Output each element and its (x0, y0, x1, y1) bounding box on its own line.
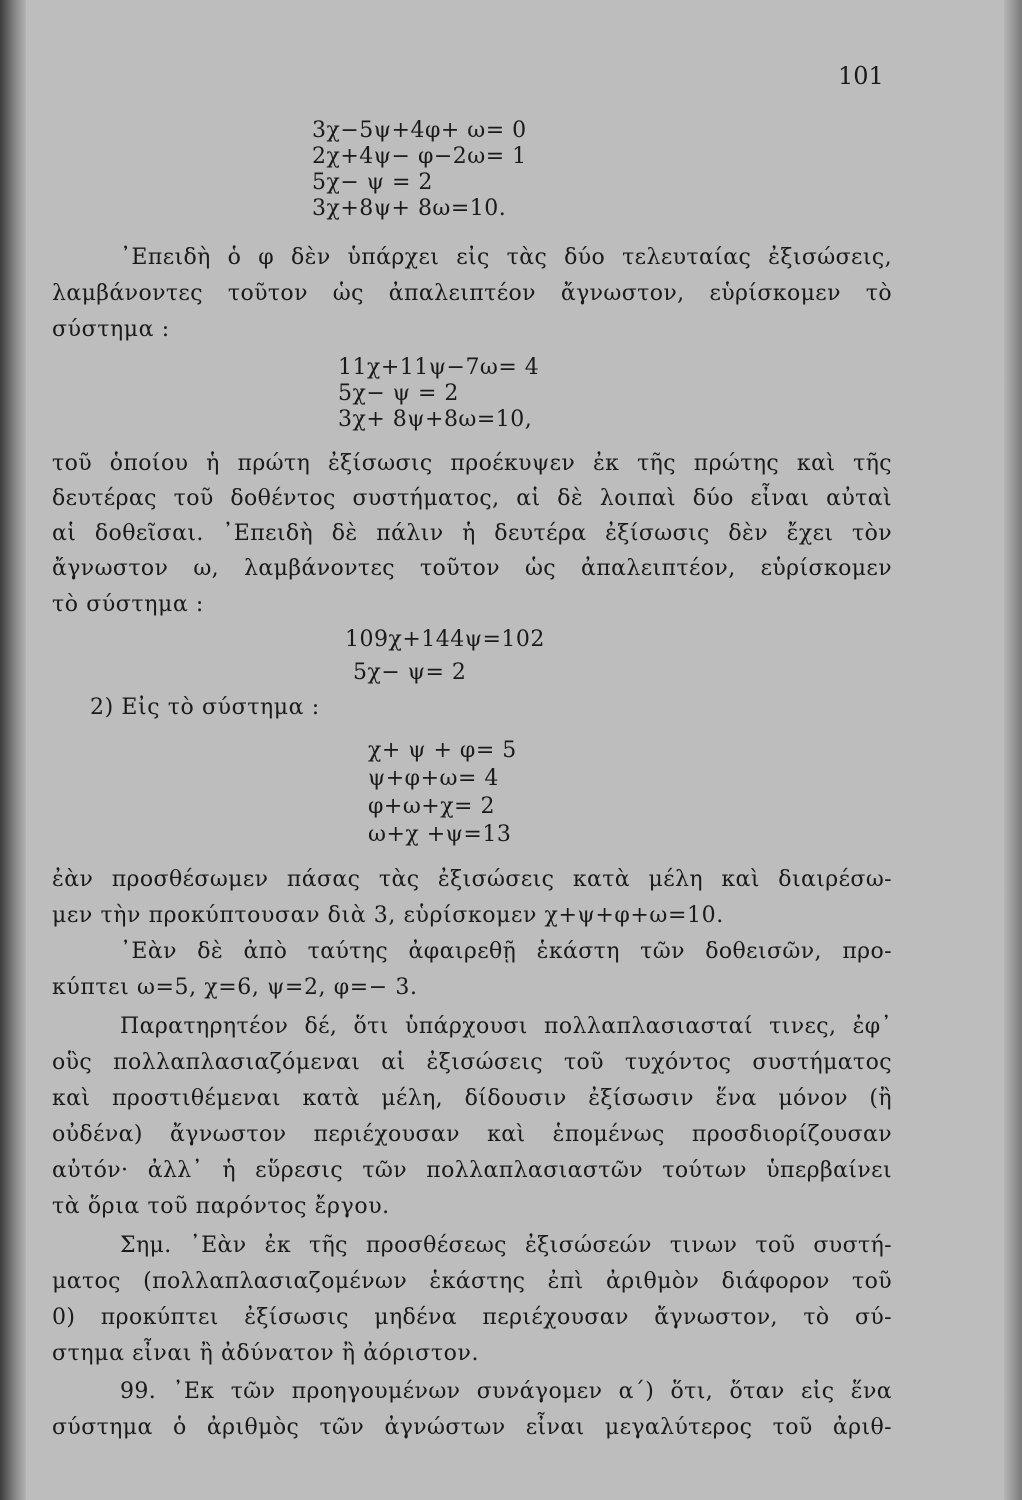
text-line: τὸ σύστημα : (52, 592, 204, 617)
text-line: λαμβάνοντες τοῦτον ὡς ἀπαλειπτέον ἄγνωστον, εὑρίσκομεν τὸ (52, 281, 892, 306)
text-line: Σημ. ᾿Εὰν ἐκ τῆς προσθέσεως ἐξισώσεών τινων τοῦ συστή- (120, 1233, 892, 1258)
text-line: τὰ ὅρια τοῦ παρόντος ἔργου. (52, 1194, 390, 1219)
page-edge-shadow (1004, 0, 1022, 1500)
equation: 3χ−5ψ+4φ+ ω= 0 (312, 118, 527, 143)
text-line: ματος (πολλαπλασιαζομένων ἑκάστης ἐπὶ ἀριθμὸν διάφορον τοῦ (52, 1269, 892, 1294)
text-line: οὐδένα) ἄγνωστον περιέχουσαν καὶ ἑπομένως προσδιορίζουσαν (52, 1122, 892, 1147)
page-number: 101 (838, 62, 884, 90)
text-line: στημα εἶναι ἢ ἀδύνατον ἢ ἀόριστον. (52, 1341, 480, 1366)
text-line: 99. ᾿Εκ τῶν προηγουμένων συνάγομεν α΄) ὅτι, ὅταν εἰς ἕνα (120, 1379, 892, 1404)
equation: 3χ+8ψ+ 8ω=10. (312, 196, 507, 221)
text-line: μεν τὴν προκύπτουσαν διὰ 3, εὑρίσκομεν χ+ψ+φ+ω=10. (52, 903, 724, 928)
text-line: ᾿Εὰν δὲ ἀπὸ ταύτης ἀφαιρεθῇ ἑκάστη τῶν δοθεισῶν, προ- (120, 939, 892, 964)
equation: ψ+φ+ω= 4 (368, 766, 499, 791)
text-line: αἱ δοθεῖσαι. ᾿Επειδὴ δὲ πάλιν ἡ δευτέρα ἐξίσωσις δὲν ἔχει τὸν (52, 521, 892, 546)
text-line: τοῦ ὁποίου ἡ πρώτη ἐξίσωσις προέκυψεν ἐκ τῆς πρώτης καὶ τῆς (52, 451, 892, 476)
text-line: σύστημα : (52, 317, 170, 342)
equation: φ+ω+χ= 2 (368, 794, 495, 819)
equation: 2χ+4ψ− φ−2ω= 1 (312, 144, 527, 169)
text-line: Παρατηρητέον δέ, ὅτι ὑπάρχουσι πολλαπλασιασταί τινες, ἐφ᾿ (120, 1014, 892, 1039)
text-line: σύστημα ὁ ἀριθμὸς τῶν ἀγνώστων εἶναι μεγαλύτερος τοῦ ἀριθ- (52, 1415, 892, 1440)
text-line: ἐὰν προσθέσωμεν πάσας τὰς ἐξισώσεις κατὰ μέλη καὶ διαιρέσω- (52, 867, 892, 892)
text-line: δευτέρας τοῦ δοθέντος συστήματος, αἱ δὲ λοιπαὶ δύο εἶναι αὐταὶ (52, 486, 892, 511)
text-line: καὶ προστιθέμεναι κατὰ μέλη, δίδουσιν ἐξίσωσιν ἕνα μόνον (ἢ (52, 1086, 892, 1111)
example-label: 2) Εἰς τὸ σύστημα : (90, 695, 320, 720)
equation: 5χ− ψ= 2 (353, 660, 467, 685)
book-spine-shadow (0, 0, 26, 1500)
text-line: οὓς πολλαπλασιαζόμεναι αἱ ἐξισώσεις τοῦ τυχόντος συστήματος (52, 1050, 892, 1075)
text-line: ᾿Επειδὴ ὁ φ δὲν ὑπάρχει εἰς τὰς δύο τελευταίας ἐξισώσεις, (120, 245, 892, 270)
equation: 11χ+11ψ−7ω= 4 (338, 355, 540, 380)
text-line: 0) προκύπτει ἐξίσωσις μηδένα περιέχουσαν ἄγνωστον, τὸ σύ- (52, 1305, 892, 1330)
text-line: αὐτόν· ἀλλ᾿ ἡ εὕρεσις τῶν πολλαπλασιαστῶν τούτων ὑπερβαίνει (52, 1158, 892, 1183)
equation: χ+ ψ + φ= 5 (368, 738, 517, 763)
equation: 5χ− ψ = 2 (338, 381, 459, 406)
equation: 5χ− ψ = 2 (312, 170, 433, 195)
text-line: ἄγνωστον ω, λαμβάνοντες τοῦτον ὡς ἀπαλειπτέον, εὑρίσκομεν (52, 556, 892, 581)
text-line: κύπτει ω=5, χ=6, ψ=2, φ=− 3. (52, 975, 418, 1000)
equation: ω+χ +ψ=13 (368, 822, 512, 847)
equation: 109χ+144ψ=102 (345, 627, 545, 652)
equation: 3χ+ 8ψ+8ω=10, (338, 407, 533, 432)
